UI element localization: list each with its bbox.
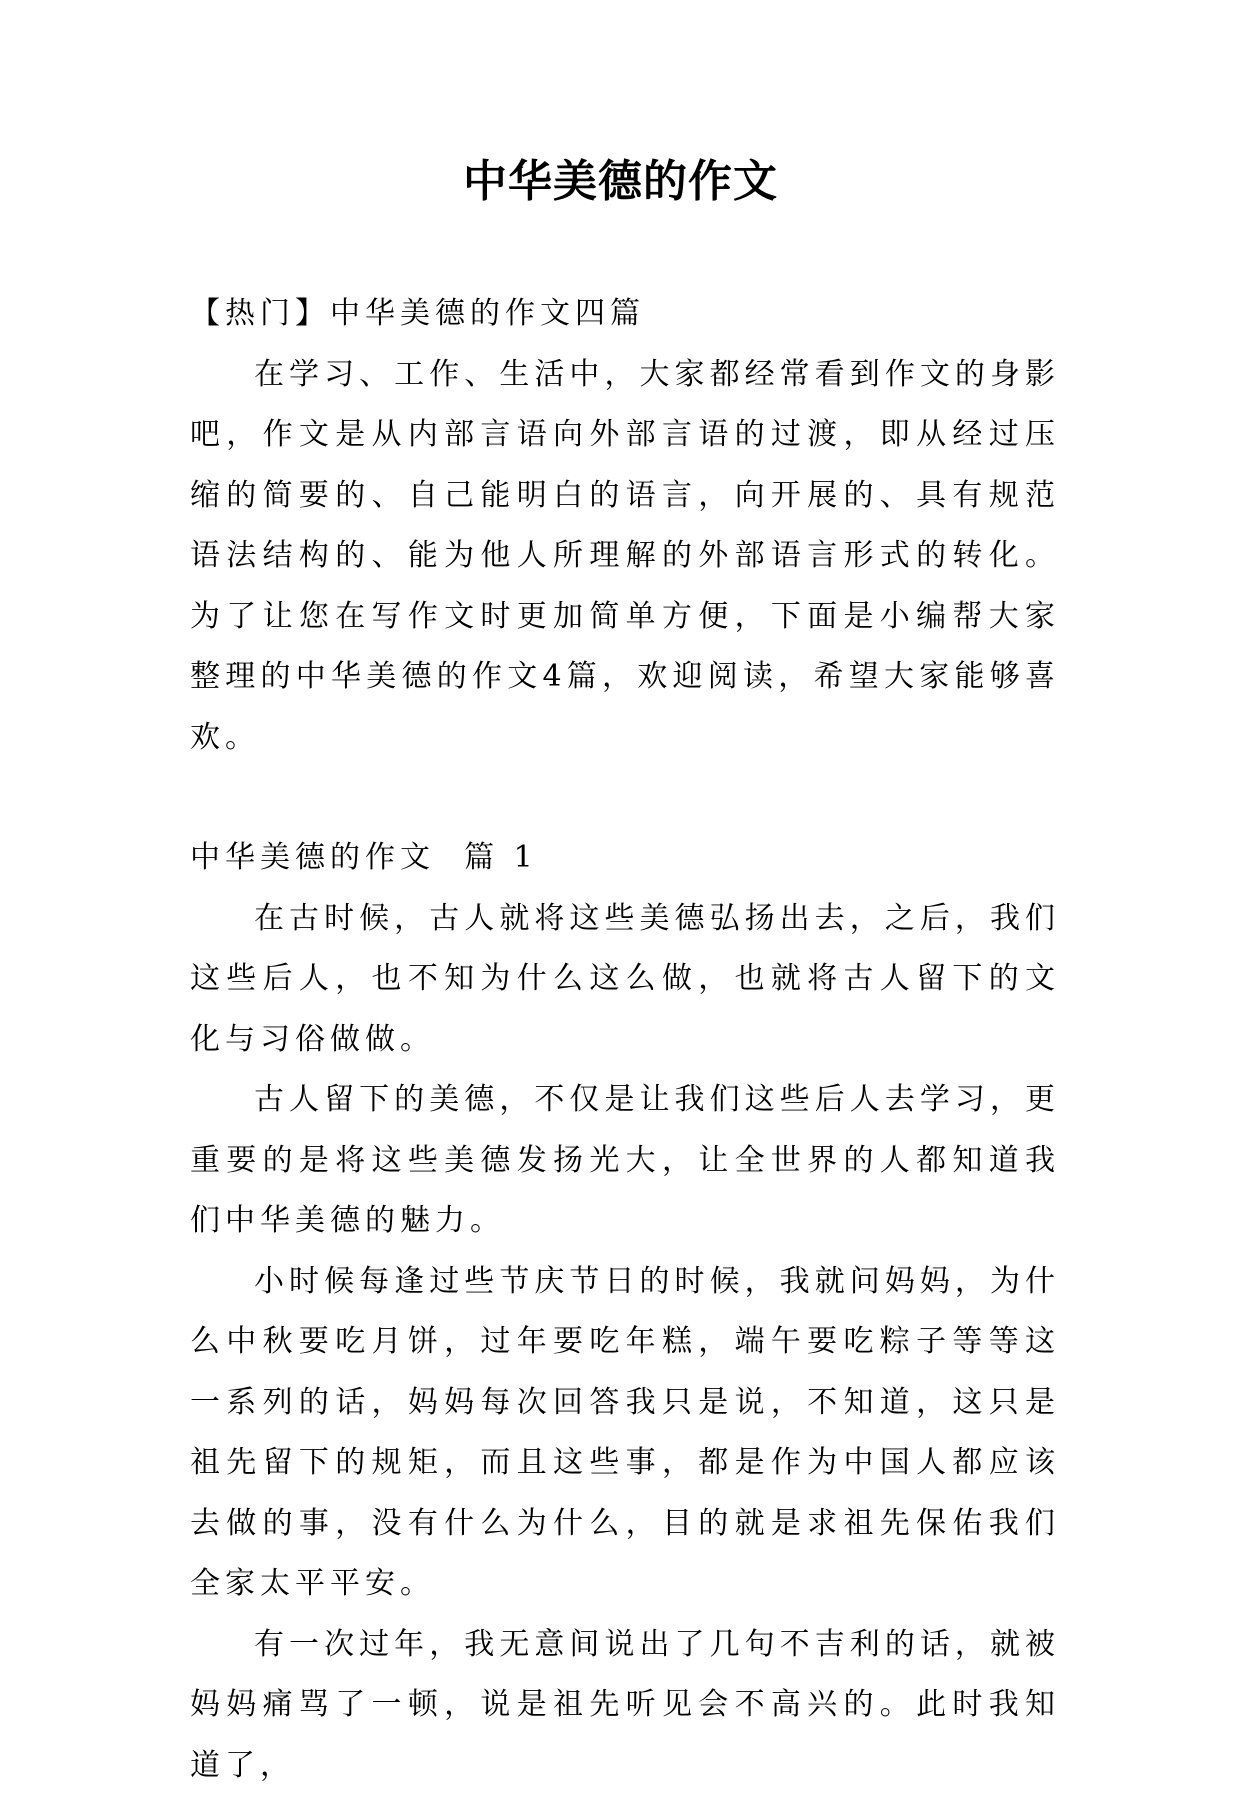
document-title: 中华美德的作文 — [0, 152, 1241, 212]
section-heading: 中华美德的作文 篇 1 — [190, 828, 1060, 889]
section-spacer — [190, 768, 1060, 828]
body-paragraph: 古人留下的美德，不仅是让我们这些后人去学习，更重要的是将这些美德发扬光大，让全世界的人都知道我们中华美德的魅力。 — [190, 1070, 1060, 1252]
document-subtitle: 【热门】中华美德的作文四篇 — [190, 284, 1060, 345]
document-body — [190, 284, 1060, 1796]
body-paragraph: 在古时候，古人就将这些美德弘扬出去，之后，我们这些后人，也不知为什么这么做，也就将古人留下的文化与习俗做做。 — [190, 889, 1060, 1071]
body-paragraph: 小时候每逢过些节庆节日的时候，我就问妈妈，为什么中秋要吃月饼，过年要吃年糕，端午要吃粽子等等这一系列的话，妈妈每次回答我只是说，不知道，这只是祖先留下的规矩，而且这些事，都是作为中国人都应该去做的事，没有什么为什么，目的就是求祖先保佑我们全家太平平安。 — [190, 1252, 1060, 1615]
intro-paragraph: 在学习、工作、生活中，大家都经常看到作文的身影吧，作文是从内部言语向外部言语的过渡，即从经过压缩的简要的、自己能明白的语言，向开展的、具有规范语法结构的、能为他人所理解的外部语言形式的转化。为了让您在写作文时更加简单方便，下面是小编帮大家整理的中华美德的作文4篇，欢迎阅读，希望大家能够喜欢。 — [190, 345, 1060, 769]
body-paragraph: 有一次过年，我无意间说出了几句不吉利的话，就被妈妈痛骂了一顿，说是祖先听见会不高兴的。此时我知道了， — [190, 1615, 1060, 1796]
